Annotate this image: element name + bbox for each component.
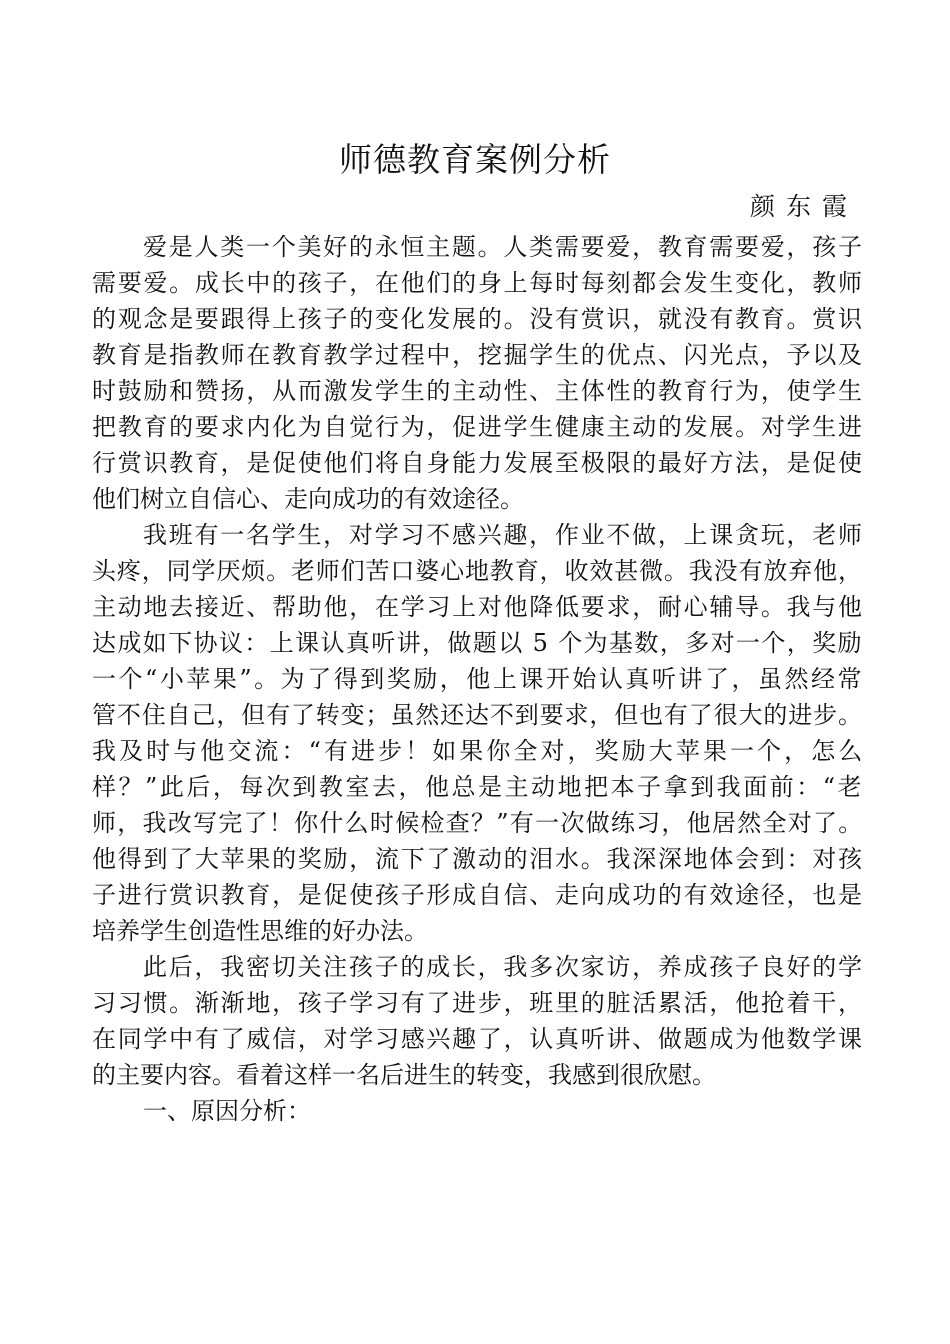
paragraph-line: 他们树立自信心、走向成功的有效途径。 <box>92 485 524 513</box>
paragraph-line: 我及时与他交流：“有进步！如果你全对，奖励大苹果一个，怎么 <box>92 737 866 765</box>
paragraph-line: 培养学生创造性思维的好办法。 <box>92 917 428 945</box>
paragraph-line: 达成如下协议：上课认真听讲，做题以 5 个为基数，多对一个，奖励 <box>92 629 863 657</box>
document-title: 师德教育案例分析 <box>339 140 611 179</box>
paragraph-line: 的观念是要跟得上孩子的变化发展的。没有赏识，就没有教育。赏识 <box>92 305 864 333</box>
paragraph-line: 他得到了大苹果的奖励，流下了激动的泪水。我深深地体会到：对孩 <box>92 845 864 873</box>
paragraph-line: 习习惯。渐渐地，孩子学习有了进步，班里的脏活累活，他抢着干， <box>92 989 864 1017</box>
paragraph-line: 行赏识教育，是促使他们将自身能力发展至极限的最好方法，是促使 <box>92 449 864 477</box>
paragraph-line: 一个“小苹果”。为了得到奖励，他上课开始认真听讲了，虽然经常 <box>92 665 865 693</box>
paragraph-line: 在同学中有了威信，对学习感兴趣了，认真听讲、做题成为他数学课 <box>92 1025 864 1053</box>
paragraph-line: 的主要内容。看着这样一名后进生的转变，我感到很欣慰。 <box>92 1061 716 1089</box>
paragraph-line: 教育是指教师在教育教学过程中，挖掘学生的优点、闪光点，予以及 <box>92 341 864 369</box>
paragraph-line: 爱是人类一个美好的永恒主题。人类需要爱，教育需要爱，孩子 <box>143 233 864 261</box>
paragraph-line: 管不住自己，但有了转变；虽然还达不到要求，但也有了很大的进步。 <box>92 701 863 729</box>
paragraph-line: 主动地去接近、帮助他，在学习上对他降低要求，耐心辅导。我与他 <box>92 593 864 621</box>
paragraph-line: 时鼓励和赞扬，从而激发学生的主动性、主体性的教育行为，使学生 <box>92 377 864 405</box>
paragraph-line: 样？”此后，每次到教室去，他总是主动地把本子拿到我面前：“老 <box>92 773 865 801</box>
paragraph-line: 需要爱。成长中的孩子，在他们的身上每时每刻都会发生变化，教师 <box>92 269 864 297</box>
author-name: 颜东霞 <box>749 192 858 221</box>
paragraph-line: 头疼，同学厌烦。老师们苦口婆心地教育，收效甚微。我没有放弃他， <box>92 557 863 585</box>
paragraph-line: 我班有一名学生，对学习不感兴趣，作业不做，上课贪玩，老师 <box>143 521 864 549</box>
paragraph-line: 把教育的要求内化为自觉行为，促进学生健康主动的发展。对学生进 <box>92 413 864 441</box>
paragraph-line: 子进行赏识教育，是促使孩子形成自信、走向成功的有效途径，也是 <box>92 881 864 909</box>
section-heading: 一、原因分析： <box>143 1097 311 1125</box>
paragraph-line: 师，我改写完了！你什么时候检查？”有一次做练习，他居然全对了。 <box>92 809 864 837</box>
paragraph-line: 此后，我密切关注孩子的成长，我多次家访，养成孩子良好的学 <box>143 953 864 981</box>
